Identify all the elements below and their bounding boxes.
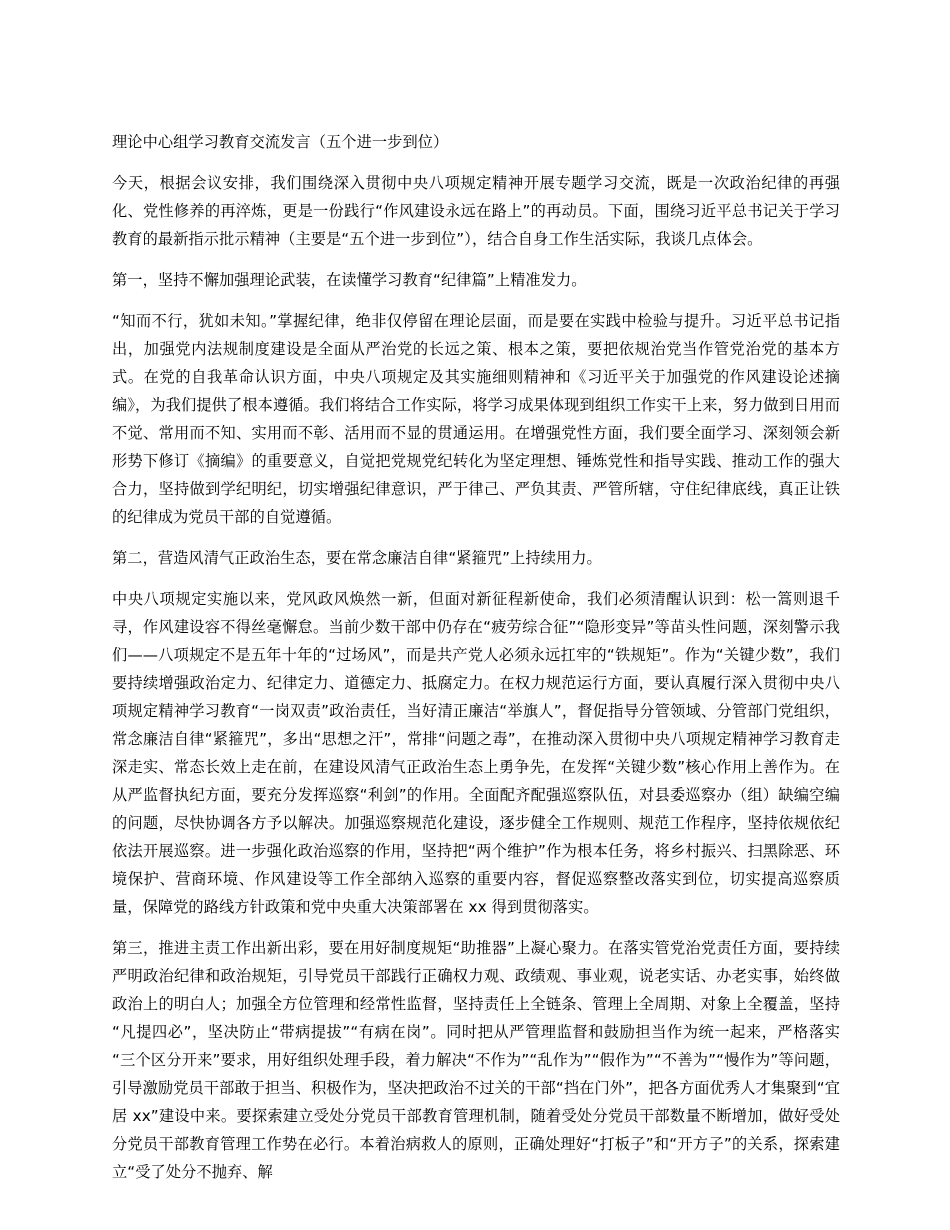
section-2-body: 中央八项规定实施以来，党风政风焕然一新，但面对新征程新使命，我们必须清醒认识到：松一篙则退千寻，作风建设容不得丝毫懈怠。当前少数干部中仍存在“疲劳综合征”“隐形变异”等苗头性问题，深刻警示我们——八项规定不是五年十年的“过场风”，而是共产党人必须永远扛牢的“铁规矩”。作为“关键少数”，我们要持续增强政治定力、纪律定力、道德定力、抵腐定力。在权力规范运行方面，要认真履行深入贯彻中央八项规定精神学习教育“一岗双责”政治责任，当好清正廉洁“举旗人”，督促指导分管领域、分管部门党组织，常念廉洁自律“紧箍咒”，多出“思想之汗”，常排“问题之毒”，在推动深入贯彻中央八项规定精神学习教育走深走实、常态长效上走在前，在建设风清气正政治生态上勇争先，在发挥“关键少数”核心作用上善作为。在从严监督执纪方面，要充分发挥巡察“利剑”的作用。全面配齐配强巡察队伍，对县委巡察办（组）缺编空编的问题，尽快协调各方予以解决。加强巡察规范化建设，逐步健全工作规则、规范工作程序，坚持依规依纪依法开展巡察。进一步强化政治巡察的作用，坚持把“两个维护”作为根本任务，将乡村振兴、扫黑除恶、环境保护、营商环境、作风建设等工作全部纳入巡察的重要内容，督促巡察整改落实到位，切实提高巡察质量，保障党的路线方针政策和党中央重大决策部署在 xx 得到贯彻落实。 xyxy=(112,590,840,916)
document-body xyxy=(112,128,840,1186)
document-title: 理论中心组学习教育交流发言（五个进一步到位） xyxy=(112,133,449,151)
section-2-heading: 第二，营造风清气正政治生态，要在常念廉洁自律“紧箍咒”上持续用力。 xyxy=(112,549,602,567)
section-1-body: “知而不行，犹如未知。”掌握纪律，绝非仅停留在理论层面，而是要在实践中检验与提升。习近平总书记指出，加强党内法规制度建设是全面从严治党的长远之策、根本之策，要把依规治党当作管党治党的基本方式。在党的自我革命认识方面，中央八项规定及其实施细则精神和《习近平关于加强党的作风建设论述摘编》，为我们提供了根本遵循。我们将结合工作实际，将学习成果体现到组织工作实干上来，努力做到日用而不觉、常用而不知、实用而不彰、活用而不显的贯通运用。在增强党性方面，我们要全面学习、深刻领会新形势下修订《摘编》的重要意义，自觉把党规党纪转化为坚定理想、锤炼党性和指导实践、推动工作的强大合力，坚持做到学纪明纪，切实增强纪律意识，严于律己、严负其责、严管所辖，守住纪律底线，真正让铁的纪律成为党员干部的自觉遵循。 xyxy=(112,312,840,526)
paragraph-intro: 今天，根据会议安排，我们围绕深入贯彻中央八项规定精神开展专题学习交流，既是一次政治纪律的再强化、党性修养的再淬炼，更是一份践行“作风建设永远在路上”的再动员。下面，围绕习近平总书记关于学习教育的最新指示批示精神（主要是“五个进一步到位”），结合自身工作生活实际，我谈几点体会。 xyxy=(112,174,840,248)
section-3-body: 第三，推进主责工作出新出彩，要在用好制度规矩“助推器”上凝心聚力。在落实管党治党责任方面，要持续严明政治纪律和政治规矩，引导党员干部践行正确权力观、政绩观、事业观，说老实话、办老实事，始终做政治上的明白人；加强全方位管理和经常性监督，坚持责任上全链条、管理上全周期、对象上全覆盖，坚持“凡提四必”，坚决防止“带病提拔”“有病在岗”。同时把从严管理监督和鼓励担当作为统一起来，严格落实“三个区分开来”要求，用好组织处理手段，着力解决“不作为”“乱作为”“假作为”“不善为”“慢作为”等问题，引导激励党员干部敢于担当、积极作为，坚决把政治不过关的干部“挡在门外”，把各方面优秀人才集聚到“宜居 xx”建设中来。要探索建立受处分党员干部教育管理机制，随着受处分党员干部数量不断增加，做好受处分党员干部教育管理工作势在必行。本着治病救人的原则，正确处理好“打板子”和“开方子”的关系，探索建立“受了处分不抛弃、解 xyxy=(112,939,840,1181)
section-1-heading: 第一，坚持不懈加强理论武装，在读懂学习教育“纪律篇”上精准发力。 xyxy=(112,271,587,289)
